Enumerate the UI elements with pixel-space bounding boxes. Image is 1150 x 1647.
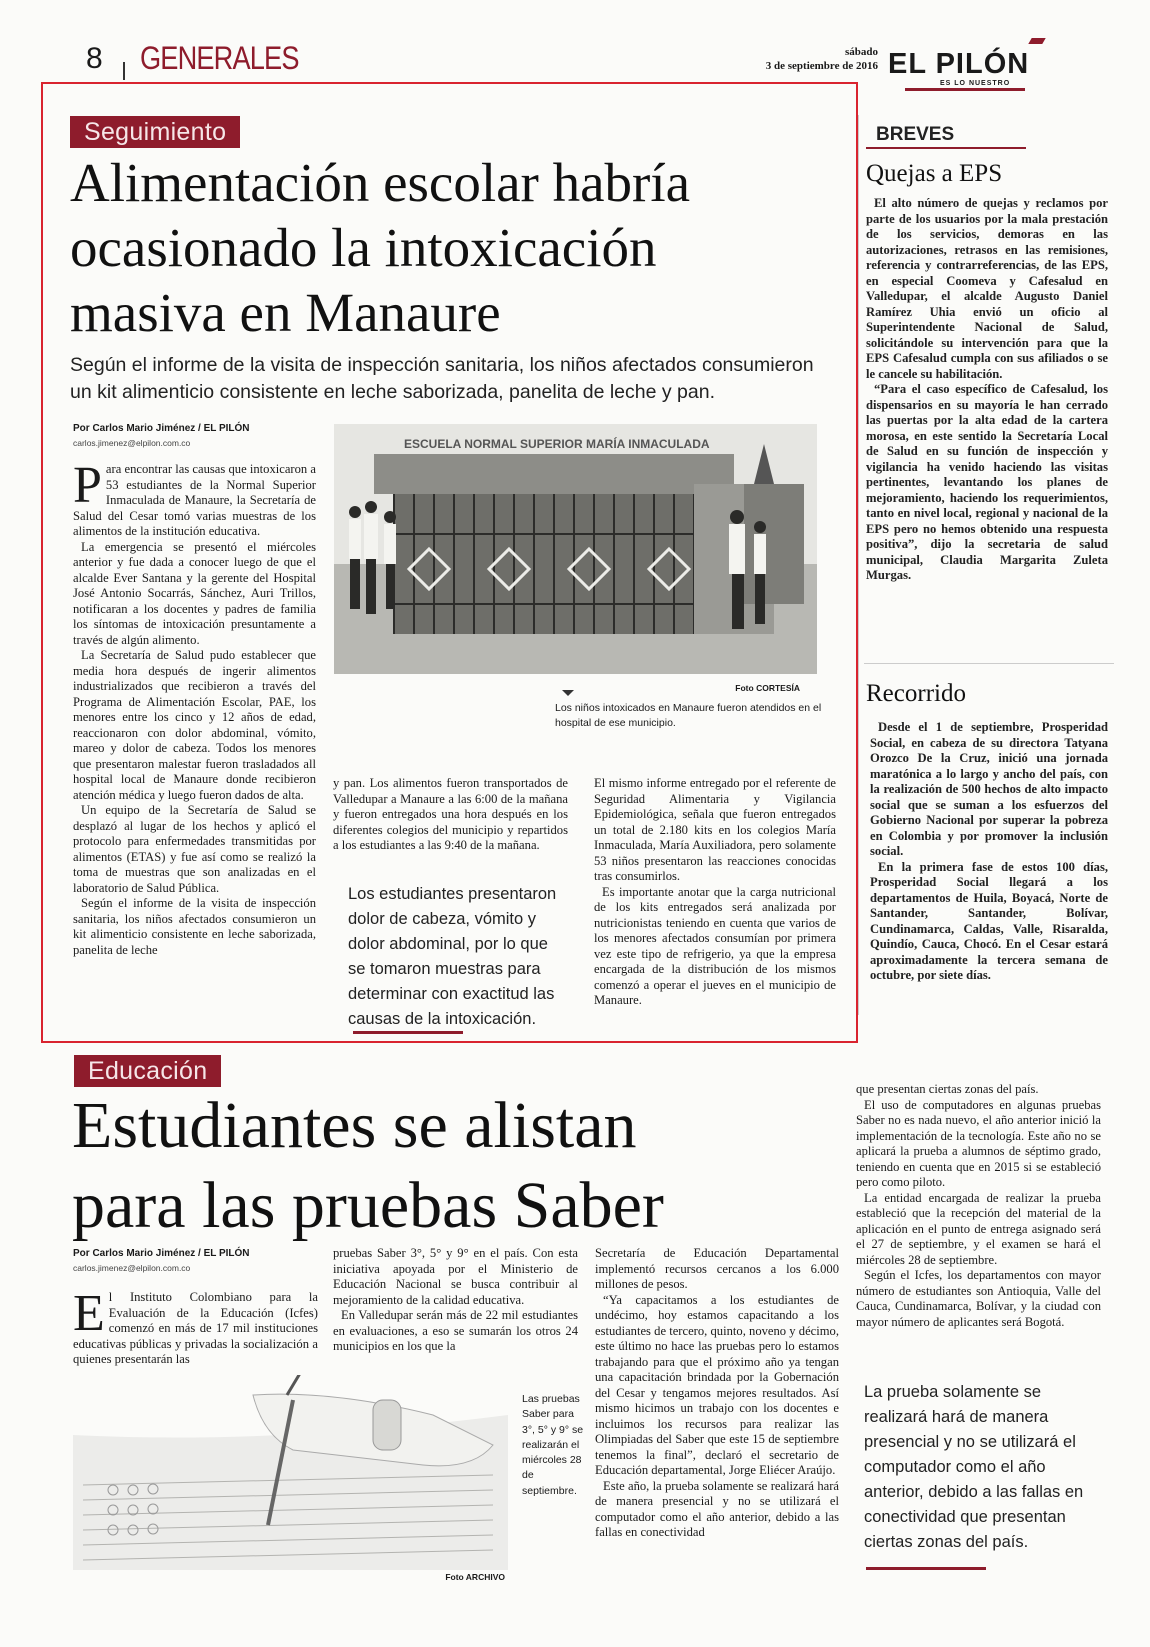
article2-headline bbox=[72, 1086, 664, 1246]
masthead-tagline: ES LO NUESTRO bbox=[940, 80, 1011, 87]
article2-column-1 bbox=[73, 1285, 318, 1368]
page-number: 8 bbox=[86, 42, 103, 75]
paragraph: El uso de computadores en algunas pruebas Saber no es nada nuevo, el año anterior inició la implementación de la tecnología. Este año no se aplicará la prueba a alumnos de séptimo grado, teniendo en cuenta que en 2015 si se estableció pero como piloto. bbox=[856, 1097, 1101, 1189]
article2-byline: Por Carlos Mario Jiménez / EL PILÓN bbox=[73, 1248, 250, 1259]
headline-line: Estudiantes se alistan bbox=[72, 1089, 637, 1162]
hand-writing-illustration bbox=[73, 1375, 508, 1570]
pullquote-rule bbox=[866, 1567, 986, 1570]
article2-kicker: Educación bbox=[74, 1055, 221, 1087]
paragraph: El alto número de quejas y reclamos por parte de los usuarios por la mala prestación de los servicios, demoras en las autorizaciones, retrasos en las remisiones, referencia y contrarreferencias, de las EPS, en especial Coomeva y Cafesalud en Valledupar, el alcalde Augusto Daniel Ramírez Uhia envió un oficio al Superintendente Nacional de Salud, solicitándole su intervención para que la EPS Cafesalud cumpla con sus afiliados o se le cancele su habilitación. bbox=[866, 196, 1108, 381]
paragraph: La emergencia se presentó el miércoles anterior y fue dada a conocer luego de que el alcalde Ever Santana y la gerente del Hospital José Antonio Socarrás, Sánchez, Auri Trillos, notificaran a los docentes y padres de familia los síntomas de intoxicación presuntamente a través de algún alimento. bbox=[73, 539, 316, 647]
paragraph: El mismo informe entregado por el referente de Seguridad Alimentaria y Vigilancia Epidemiológica, señala que fueron entregados un total de 2.180 kits en los colegios María Inmaculada, María Auxiliadora, pero solamente 53 niños presentaron las reacciones conocidas tras consumirlos. bbox=[594, 776, 836, 883]
photo-credit: Foto CORTESÍA bbox=[735, 683, 800, 693]
article1-kicker: Seguimiento bbox=[70, 116, 240, 148]
pullquote-rule bbox=[353, 1031, 463, 1034]
article1-column-1 bbox=[73, 462, 316, 1037]
breves-item2-body bbox=[870, 720, 1108, 984]
article1-headline bbox=[70, 150, 690, 345]
paragraph: La entidad encargada de realizar la prueba estableció que la recepción del material de la aplicación en el punto de entrega asignado será el 27 de septiembre, y el examen se hará el miércoles 28 de septiembre. bbox=[856, 1190, 1101, 1267]
header-underline bbox=[905, 88, 1025, 91]
sidebar-divider bbox=[858, 115, 859, 1015]
paragraph: y pan. Los alimentos fueron transportados de Valledupar a Manaure a las 6:00 de la mañana y fueron entregados una hora después en los diferentes colegios del municipio y repartidos a los estudiantes a las 9:40 de la mañana. bbox=[333, 776, 568, 852]
headline-line: Alimentación escolar habría bbox=[70, 152, 691, 213]
breves-separator bbox=[864, 663, 1114, 664]
headline-line: ocasionado la intoxicación bbox=[70, 217, 657, 278]
paragraph: “Para el caso específico de Cafesalud, los dispensarios en su mayoría le han cerrado las puertas por la alta edad de la cartera morosa, en este sentido la Secretaría Local de Salud en su función de inspección y vigilancia ha venido haciendo las visitas pertinentes, levantando los planes de mejoramiento, haciendo los requerimientos, tanto en nivel local, regional y nacional de la EPS pero no hemos obtenido una respuesta positiva”, dijo la secretaria de salud municipal, Claudia Margarita Zuleta Murgas. bbox=[866, 382, 1108, 582]
masthead-logo: EL PILÓN bbox=[888, 48, 1030, 80]
article1-email: carlos.jimenez@elpilon.com.co bbox=[73, 438, 191, 448]
masthead-accent-icon bbox=[1028, 38, 1045, 44]
paragraph: que presentan ciertas zonas del país. bbox=[856, 1082, 1039, 1096]
photo-credit: Foto ARCHIVO bbox=[445, 1572, 505, 1582]
dropcap: E bbox=[73, 1285, 105, 1342]
article2-pullquote: La prueba solamente se realizará hará de manera presencial y no se utilizará el computador como el año anterior, debido a las fallas en conectividad que presentan ciertas zonas del país. bbox=[864, 1383, 1084, 1551]
breves-item1-body bbox=[866, 196, 1108, 584]
paragraph: Este año, la prueba solamente se realizará hará de manera presencial y no se utilizará el computador como el año anterior, debido a las fallas en conectividad bbox=[595, 1478, 839, 1539]
exam-photo bbox=[73, 1375, 508, 1570]
paragraph: La Secretaría de Salud pudo establecer que media hora después de ingerir alimentos industrializados que recibieron a través del Programa de Alimentación Escolar, PAE, los menores entre los cinco y 12 años de edad, reaccionaron con dolor abdominal, vómito, mareo y dolor de cabeza. Todos los menores que presentaron malestar fueron trasladados all hospital local de Manaure donde recibieron atención médica y luego fueron dados de alta. bbox=[73, 648, 316, 802]
photo-caption: Los niños intoxicados en Manaure fueron atendidos en el hospital de ese municipio. bbox=[555, 702, 822, 729]
paragraph: Según el Icfes, los departamentos con mayor número de estudiantes son Antioquia, Valle del Cauca, Cundinamarca, Bolívar, y la ciudad con mayor número de aplicantes será Bogotá. bbox=[856, 1268, 1101, 1329]
breves-rule bbox=[866, 147, 1026, 149]
article2-column-3 bbox=[595, 1246, 839, 1541]
article2-column-4 bbox=[856, 1082, 1101, 1330]
section-title: GENERALES bbox=[140, 40, 299, 76]
paragraph: Un equipo de la Secretaría de Salud se desplazó al lugar de los hechos y aplicó el protocolo para enfermedades transmitidas por alimentos (ETAS) y fue así como se realizó la toma de muestras que son analizadas en el laboratorio de Salud Pública. bbox=[73, 803, 316, 895]
issue-day: sábado bbox=[844, 46, 878, 58]
header-divider bbox=[123, 62, 125, 80]
paragraph: pruebas Saber 3°, 5° y 9° en el país. Con esta iniciativa apoyada por el Ministerio de Educación Nacional se busca contribuir al mejoramiento de la calidad educativa. bbox=[333, 1246, 578, 1307]
headline-line: para las pruebas Saber bbox=[72, 1169, 664, 1242]
article1-column-2 bbox=[333, 776, 568, 854]
article1-deck: Según el informe de la visita de inspección sanitaria, los niños afectados consumieron un kit alimenticio consistente en leche saborizada, panelita de leche y pan. bbox=[70, 354, 814, 403]
paragraph: En Valledupar serán más de 22 mil estudiantes en evaluaciones, a eso se sumarán los otros 24 municipios en los que la bbox=[333, 1308, 578, 1353]
paragraph: Es importante anotar que la carga nutricional de los kits entregados será analizada por nutricionistas teniendo en cuenta que varios de los menores afectados consumían por primera vez este tipo de refrigerio, ya que la empresa encargada de la distribución de los mismos comenzó a operar el jueves en el municipio de Manaure. bbox=[594, 884, 836, 1007]
article2-column-2 bbox=[333, 1246, 578, 1355]
paragraph: Según el informe de la visita de inspección sanitaria, los niños afectados consumieron un kit alimenticio consistente en leche saborizada, panelita de leche bbox=[73, 896, 316, 957]
paragraph: “Ya capacitamos a los estudiantes de undécimo, hoy estamos capacitando a los estudiantes de tercero, quinto, noveno y décimo, este último no hace las pruebas pero lo estamos trabajando para que el próximo año ya tengan una capacitación brindada por la Gobernación del Cesar y tengamos mejores resultados. Así mismo hicimos un trabajo con los docentes e incluimos los recursos para realizar las Olimpiadas del Saber que este 15 de septiembre tenemos la final”, declaró el secretario de Educación departamental, Jorge Eliécer Araújo. bbox=[595, 1292, 839, 1477]
caption-arrow-icon bbox=[562, 690, 574, 696]
headline-line: masiva en Manaure bbox=[70, 282, 501, 343]
school-photo bbox=[334, 424, 817, 674]
paragraph: Desde el 1 de septiembre, Prosperidad Social, en cabeza de su directora Tatyana Orozco De la Cruz, inició una jornada maratónica a lo largo y ancho del país, con la realización de 500 hechos de alto impacto social que se suman a los esfuerzos del Gobierno Nacional por superar la pobreza en Colombia y por promover la inclusión social. bbox=[870, 720, 1108, 858]
paragraph: l Instituto Colombiano para la Evaluación de la Educación (Icfes) comenzó en más de 17 mil instituciones educativas públicas y privadas la socialización a quienes presentarán las bbox=[73, 1290, 318, 1366]
photo-caption: Las pruebas Saber para 3°, 5° y 9° se realizarán el miércoles 28 de septiembre. bbox=[522, 1393, 584, 1497]
article2-email: carlos.jimenez@elpilon.com.co bbox=[73, 1263, 191, 1273]
breves-item2-title: Recorrido bbox=[866, 680, 966, 707]
paragraph: ara encontrar las causas que intoxicaron a 53 estudiantes de la Normal Superior Inmaculada de Manaure, la Secretaría de Salud del Cesar tomó varias muestras de los alimentos de la institución educativa. bbox=[73, 462, 316, 538]
article1-byline: Por Carlos Mario Jiménez / EL PILÓN bbox=[73, 423, 250, 434]
photo-sign-text: ESCUELA NORMAL SUPERIOR MARÍA INMACULADA bbox=[404, 437, 710, 451]
breves-item1-title: Quejas a EPS bbox=[866, 160, 1003, 187]
dropcap: P bbox=[73, 462, 102, 514]
issue-date: 3 de septiembre de 2016 bbox=[765, 60, 878, 72]
breves-label: BREVES bbox=[876, 124, 955, 145]
article1-pullquote: Los estudiantes presentaron dolor de cabeza, vómito y dolor abdominal, por lo que se tomaron muestras para determinar con exactitud las causas de la intoxicación. bbox=[348, 885, 557, 1028]
article1-column-3 bbox=[594, 776, 836, 1009]
paragraph: En la primera fase de estos 100 días, Prosperidad Social llegará a los departamentos de Huila, Boyacá, Norte de Santander, Santander, Bolívar, Cundinamarca, Caldas, Valle, Risaralda, Quindío, Cauca, Chocó. En el Cesar estará aproximadamente la tercera semana de octubre, por siete días. bbox=[870, 859, 1108, 982]
school-gate-illustration bbox=[334, 424, 817, 674]
paragraph: Secretaría de Educación Departamental implementó recursos cercanos a los 6.000 millones de pesos. bbox=[595, 1246, 839, 1291]
